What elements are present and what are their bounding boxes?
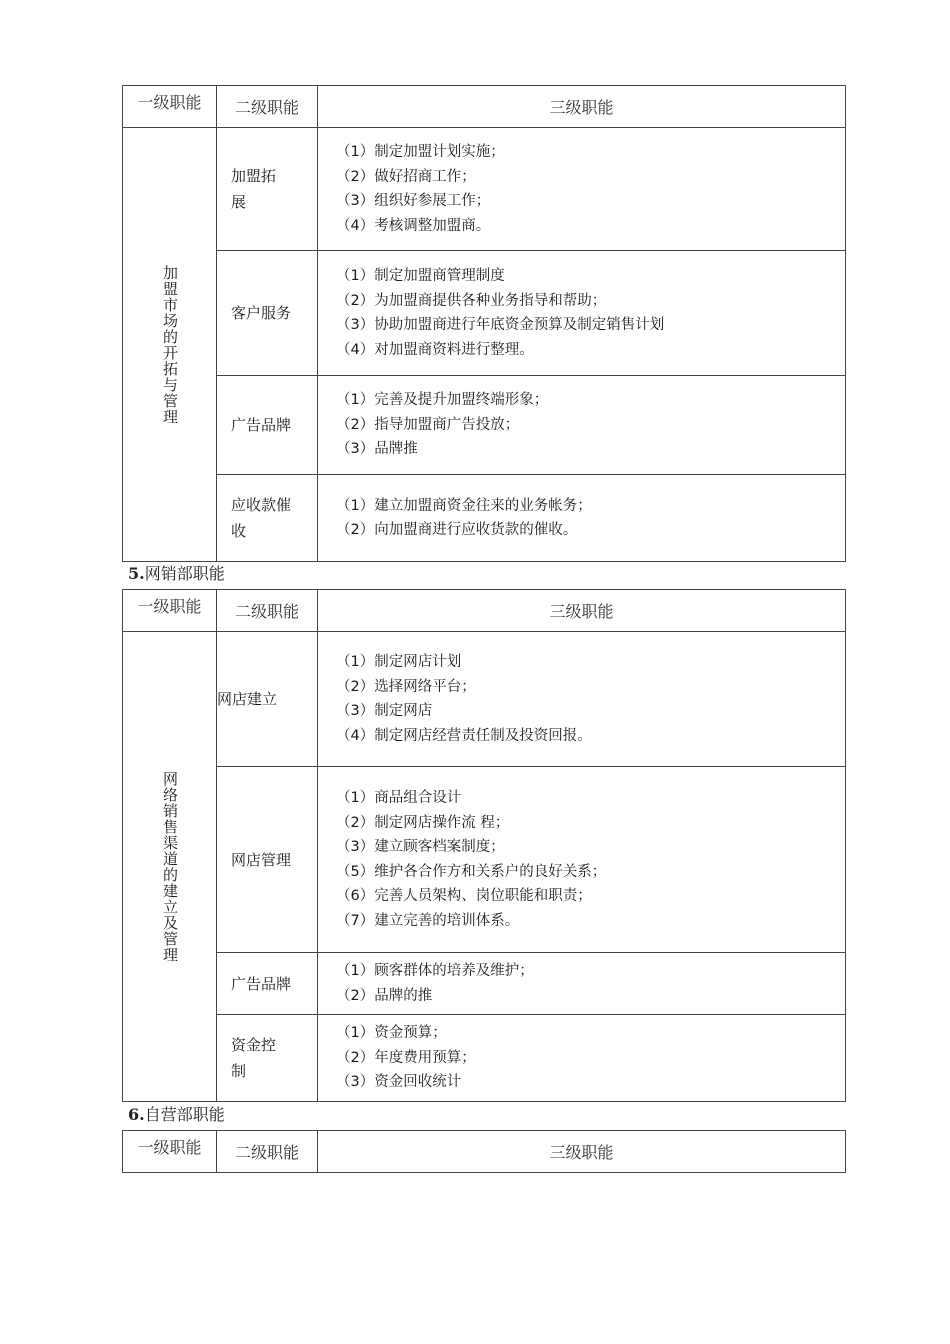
list-item: （2）指导加盟商广告投放； <box>336 416 520 433</box>
list-item: （2）制定网店操作流 程； <box>336 814 510 831</box>
table-row <box>123 475 846 562</box>
level2-label-line: 广告品牌 <box>231 416 292 434</box>
level2-cell <box>217 475 318 562</box>
level1-label: 网络销售渠道的建立及管理 <box>161 770 179 963</box>
section-number: 5. <box>128 564 145 583</box>
list-item: （5）维护各合作方和关系户的良好关系； <box>336 863 607 880</box>
level3-cell <box>318 251 846 376</box>
level2-label-line: 客户服务 <box>231 304 292 322</box>
header-level3: 三级职能 <box>318 1131 846 1173</box>
level2-label-line: 制 <box>231 1062 247 1080</box>
header-level1: 一级职能 <box>123 590 217 632</box>
list-item: （2）品牌的推 <box>336 987 433 1004</box>
level2-label-line: 展 <box>231 193 247 211</box>
list-item: （3）制定网店 <box>336 703 433 719</box>
list-item: （1）建立加盟商资金往来的业务帐务； <box>336 497 592 514</box>
table-row <box>123 632 846 767</box>
header-level3: 三级职能 <box>318 590 846 632</box>
header-level2: 二级职能 <box>217 1131 318 1173</box>
level2-label-line: 资金控 <box>231 1036 277 1054</box>
level2-label-line: 网店管理 <box>231 850 292 869</box>
list-item: （3）组织好参展工作； <box>336 193 491 209</box>
list-item: （1）完善及提升加盟终端形象； <box>336 392 549 409</box>
level1-label: 加盟市场的开拓与管理 <box>161 264 179 425</box>
level2-label-line: 应收款催 <box>231 496 292 514</box>
level3-cell <box>318 128 846 251</box>
list-item: （4）考核调整加盟商。 <box>336 217 491 234</box>
header-level1: 一级职能 <box>123 86 217 128</box>
table-header-row <box>123 590 846 632</box>
list-item: （1）资金预算； <box>336 1025 447 1042</box>
level3-cell <box>318 475 846 562</box>
table-row <box>123 1015 846 1102</box>
list-item: （1）制定加盟计划实施； <box>336 144 505 160</box>
header-level2: 二级职能 <box>217 86 318 128</box>
level3-cell <box>318 632 846 767</box>
list-item: （3）品牌推 <box>336 441 418 458</box>
table-row <box>123 251 846 376</box>
level2-cell <box>217 632 318 767</box>
section-title-6 <box>128 1102 225 1125</box>
list-item: （1）制定加盟商管理制度 <box>336 268 505 284</box>
table-self-operated-functions <box>122 1130 846 1173</box>
level2-cell <box>217 953 318 1015</box>
level2-cell <box>217 376 318 475</box>
level3-cell <box>318 953 846 1015</box>
section-number: 6. <box>128 1105 145 1124</box>
level2-cell <box>217 767 318 953</box>
list-item: （6）完善人员架构、岗位职能和职责； <box>336 888 592 904</box>
header-level2: 二级职能 <box>217 590 318 632</box>
level2-label-line: 广告品牌 <box>231 974 292 993</box>
section-title-5 <box>128 561 225 584</box>
list-item: （2）为加盟商提供各种业务指导和帮助； <box>336 292 607 309</box>
list-item: （1）制定网店计划 <box>336 654 462 670</box>
list-item: （4）制定网店经营责任制及投资回报。 <box>336 727 592 744</box>
level2-label-line: 加盟拓 <box>231 167 277 185</box>
level3-cell <box>318 1015 846 1102</box>
list-item: （1）商品组合设计 <box>336 790 462 806</box>
table-header-row <box>123 86 846 128</box>
level3-cell <box>318 767 846 953</box>
level2-label-line: 网店建立 <box>217 690 278 708</box>
table-header-row <box>123 1131 846 1173</box>
level1-cell <box>123 632 217 1102</box>
list-item: （4）对加盟商资料进行整理。 <box>336 341 534 358</box>
level1-cell <box>123 128 217 562</box>
table-row <box>123 767 846 953</box>
header-level1: 一级职能 <box>123 1131 217 1173</box>
table-franchise-functions <box>122 85 846 562</box>
list-item: （3）建立顾客档案制度； <box>336 839 505 855</box>
list-item: （7）建立完善的培训体系。 <box>336 912 520 929</box>
table-row <box>123 376 846 475</box>
list-item: （2）选择网络平台； <box>336 678 476 695</box>
level2-cell <box>217 251 318 376</box>
table-row <box>123 953 846 1015</box>
list-item: （3）协助加盟商进行年底资金预算及制定销售计划 <box>336 317 665 333</box>
list-item: （2）向加盟商进行应收货款的催收。 <box>336 522 578 538</box>
list-item: （2）年度费用预算； <box>336 1049 476 1066</box>
section-label: 网销部职能 <box>144 564 225 583</box>
list-item: （3）资金回收统计 <box>336 1074 462 1091</box>
table-row <box>123 128 846 251</box>
section-label: 自营部职能 <box>144 1105 225 1124</box>
header-level3: 三级职能 <box>318 86 846 128</box>
list-item: （2）做好招商工作； <box>336 168 476 185</box>
level3-cell <box>318 376 846 475</box>
list-item: （1）顾客群体的培养及维护； <box>336 963 534 979</box>
table-online-sales-functions <box>122 589 846 1102</box>
level2-cell <box>217 1015 318 1102</box>
level2-label-line: 收 <box>231 522 247 540</box>
level2-cell <box>217 128 318 251</box>
